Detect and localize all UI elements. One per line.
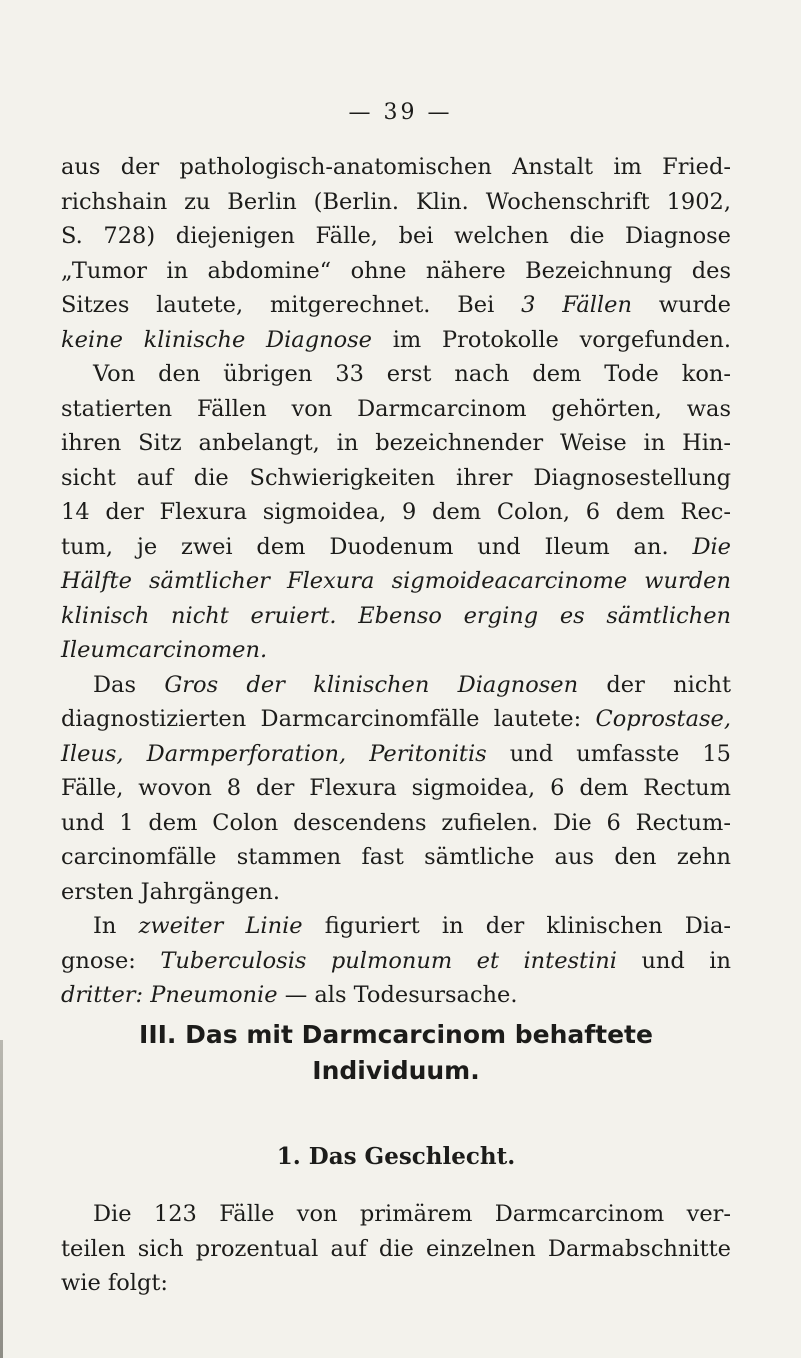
text-line: dritter: Pneumonie — als Todesursache. <box>61 982 518 1008</box>
text-line: Ileumcarcinomen. <box>61 637 268 663</box>
page-number: — 39 — <box>348 100 453 125</box>
text-line: diagnostizierten Darmcarcinomfälle lautete: Coprostase, <box>61 706 731 732</box>
section-heading-line-2: Individuum. <box>312 1056 480 1085</box>
text-line: klinisch nicht eruiert. Ebenso erging es sämtlichen <box>61 602 731 629</box>
text-line: „Tumor in abdomine“ ohne nähere Bezeichnung des <box>61 257 731 284</box>
text-line: statierten Fällen von Darmcarcinom gehörten, was <box>61 395 731 422</box>
section-heading <box>61 1017 731 1089</box>
text-line: und 1 dem Colon descendens zufielen. Die 6 Rectum- <box>61 809 731 836</box>
text-line: Sitzes lautete, mitgerechnet. Bei 3 Fällen wurde <box>61 292 731 318</box>
page-edge-shadow <box>0 1040 3 1358</box>
text-line: S. 728) diejenigen Fälle, bei welchen die Diagnose <box>61 223 731 249</box>
main-paragraphs <box>61 150 731 1013</box>
text-line: tum, je zwei dem Duodenum und Ileum an. Die <box>61 533 731 560</box>
text-line: ihren Sitz anbelangt, in bezeichnender Weise in Hin- <box>61 430 731 456</box>
text-line: ersten Jahrgängen. <box>61 878 280 905</box>
text-line: teilen sich prozentual auf die einzelnen Darmabschnitte <box>61 1235 731 1262</box>
subsection-heading: 1. Das Geschlecht. <box>276 1143 516 1170</box>
text-line: Hälfte sämtlicher Flexura sigmoideacarcinome wurden <box>61 568 731 594</box>
text-line: In zweiter Linie figuriert in der klinischen Dia- <box>93 913 732 939</box>
text-line: Die 123 Fälle von primärem Darmcarcinom ver- <box>93 1201 731 1227</box>
text-line: aus der pathologisch-anatomischen Anstalt im Fried- <box>61 154 731 180</box>
text-line: Ileus, Darmperforation, Peritonitis und umfasste 15 <box>61 740 731 767</box>
closing-paragraph <box>61 1197 731 1301</box>
text-line: sicht auf die Schwierigkeiten ihrer Diagnosestellung <box>61 464 731 491</box>
text-line: carcinomfälle stammen fast sämtliche aus den zehn <box>61 844 731 870</box>
text-line: richshain zu Berlin (Berlin. Klin. Wochenschrift 1902, <box>61 188 731 215</box>
section-heading-line-1: III. Das mit Darmcarcinom behaftete <box>139 1020 653 1049</box>
text-line: Fälle, wovon 8 der Flexura sigmoidea, 6 dem Rectum <box>61 775 731 801</box>
text-line: wie folgt: <box>61 1270 169 1296</box>
text-line: Von den übrigen 33 erst nach dem Tode kon- <box>93 361 731 387</box>
text-line: 14 der Flexura sigmoidea, 9 dem Colon, 6 dem Rec- <box>61 499 731 525</box>
text-line: gnose: Tuberculosis pulmonum et intestini und in <box>61 947 731 974</box>
text-line: keine klinische Diagnose im Protokolle vorgefunden. <box>61 326 731 353</box>
text-line: Das Gros der klinischen Diagnosen der nicht <box>93 671 732 698</box>
